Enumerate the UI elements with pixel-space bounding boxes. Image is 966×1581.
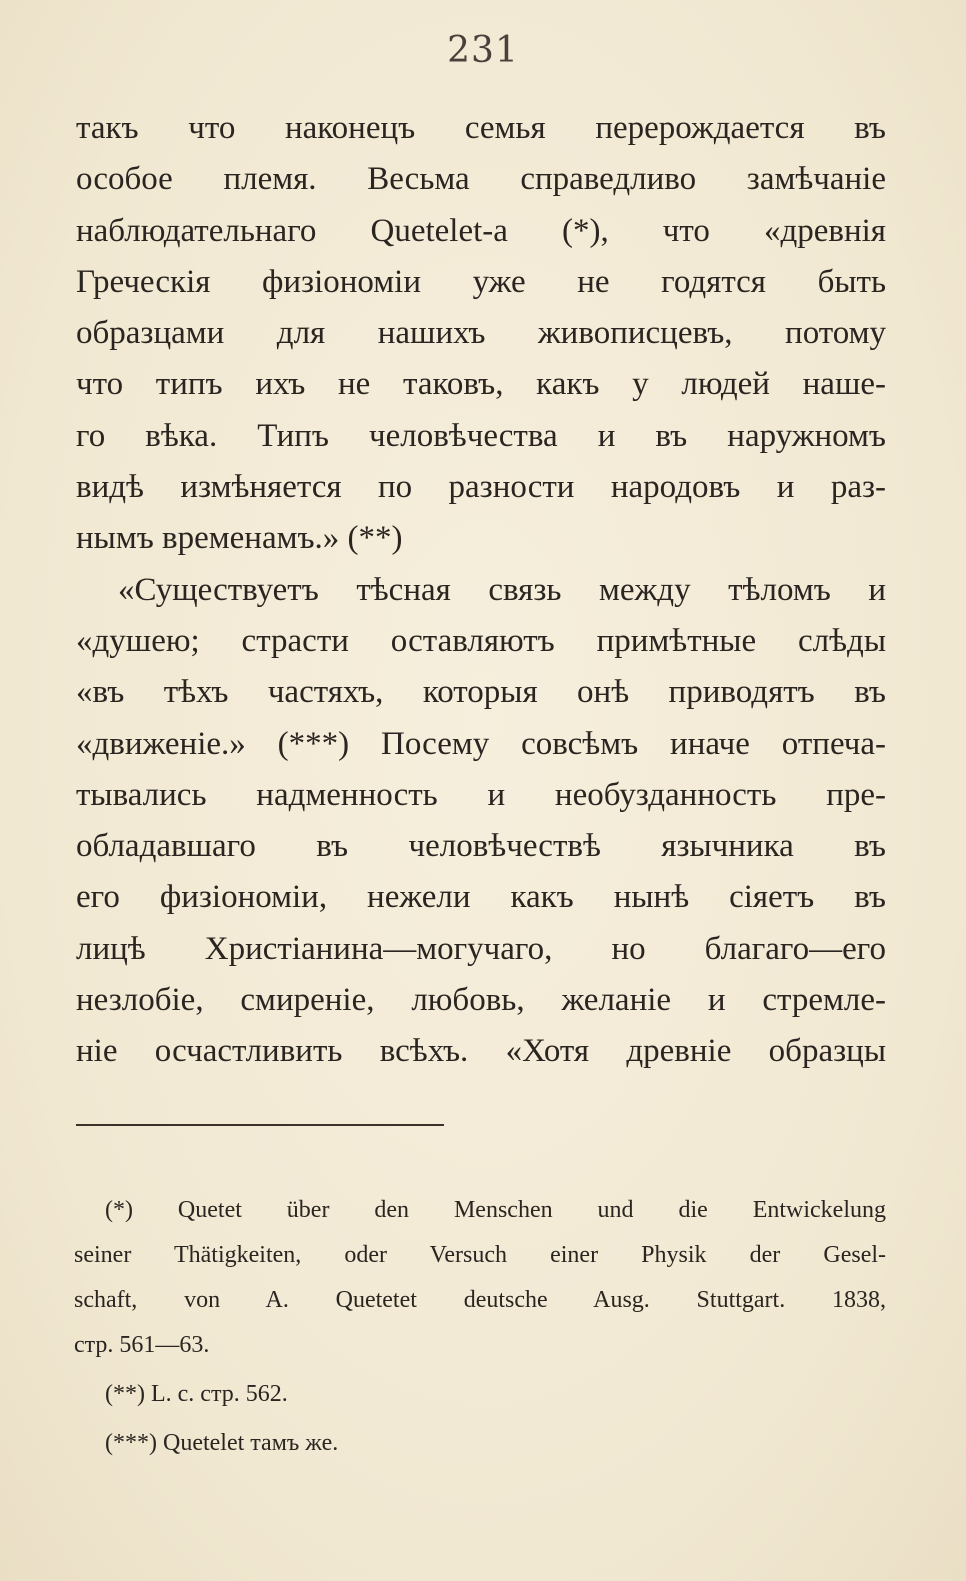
text-line: наблюдательнаго Quetelet-а (*), что «древнія [76, 212, 886, 249]
footnote-1 [74, 1188, 886, 1368]
body-text [76, 103, 886, 1078]
footnote-2 [105, 1372, 886, 1417]
footnote-line: seiner Thätigkeiten, oder Versuch einer Physik der Gesel- [74, 1242, 886, 1268]
text-line: го вѣка. Типъ человѣчества и въ наружномъ [76, 417, 886, 454]
text-line: тывались надменность и необузданность пре- [76, 776, 886, 813]
text-line: его физіономіи, нежели какъ нынѣ сіяетъ въ [76, 879, 886, 916]
text-line: ніе осчастливить всѣхъ. «Хотя древніе образцы [76, 1033, 886, 1070]
text-line: Греческія физіономіи уже не годятся быть [76, 263, 886, 300]
text-line: образцами для нашихъ живописцевъ, потому [76, 315, 886, 352]
text-line: видѣ измѣняется по разности народовъ и раз- [76, 469, 886, 506]
text-line: обладавшаго въ человѣчествѣ язычника въ [76, 828, 886, 865]
text-line: «движеніе.» (***) Посему совсѣмъ иначе отпеча- [76, 725, 886, 762]
text-line: «въ тѣхъ частяхъ, которыя онѣ приводятъ въ [76, 674, 886, 711]
footnote-line: (*) Quetet über den Menschen und die Entwickelung [105, 1197, 886, 1223]
text-line: особое племя. Весьма справедливо замѣчаніе [76, 161, 886, 198]
text-line: нымъ временамъ.» (**) [76, 520, 403, 557]
footnotes [74, 1188, 886, 1470]
footnote-3 [105, 1421, 886, 1466]
text-line: незлобіе, смиреніе, любовь, желаніе и стремле- [76, 982, 886, 1019]
footnote-line: стр. 561—63. [74, 1332, 210, 1358]
text-line: «Существуетъ тѣсная связь между тѣломъ и [118, 571, 886, 608]
text-line: «душею; страсти оставляютъ примѣтные слѣды [76, 622, 886, 659]
text-line: лицѣ Христіанина—могучаго, но благаго—его [76, 930, 886, 967]
footnote-line: (***) Quetelet тамъ же. [105, 1430, 339, 1456]
text-line: такъ что наконецъ семья перерождается въ [76, 110, 886, 146]
footnote-separator [76, 1124, 444, 1126]
footnote-line: schaft, von A. Quetetet deutsche Ausg. Stuttgart. 1838, [74, 1287, 886, 1313]
footnote-line: (**) L. c. стр. 562. [105, 1381, 288, 1407]
page-number: 231 [447, 30, 519, 71]
text-line: что типъ ихъ не таковъ, какъ у людей наше- [76, 366, 886, 403]
